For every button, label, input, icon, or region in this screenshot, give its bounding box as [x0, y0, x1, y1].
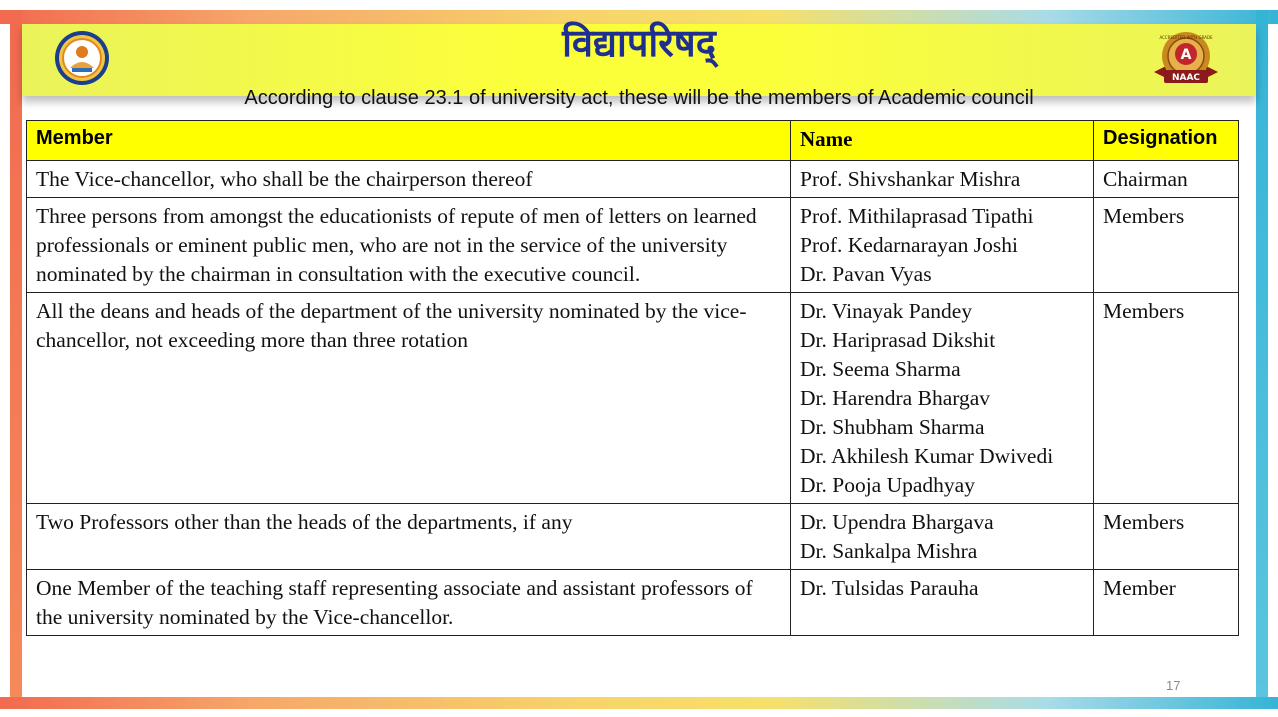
member-name: Dr. Pooja Upadhyay [800, 473, 975, 497]
table-row [27, 570, 1239, 636]
name-cell [791, 293, 1094, 504]
frame-bottom-border [0, 697, 1278, 709]
member-cell: Two Professors other than the heads of the departments, if any [27, 504, 791, 570]
table-row [27, 161, 1239, 198]
header-name: Name [791, 121, 1094, 161]
academic-council-table [26, 120, 1239, 636]
member-name: Dr. Upendra Bhargava [800, 510, 994, 534]
designation-cell: Members [1094, 504, 1239, 570]
frame-right-border [1256, 10, 1268, 709]
university-emblem-icon [54, 30, 110, 86]
page-number: 17 [1166, 678, 1181, 693]
slide-subtitle: According to clause 23.1 of university act, these will be the members of Academic council [244, 87, 1034, 109]
member-name: Dr. Sankalpa Mishra [800, 539, 978, 563]
table-row [27, 504, 1239, 570]
member-cell: All the deans and heads of the department of the university nominated by the vice-chancellor, not exceeding more than three rotation [27, 293, 791, 504]
name-cell [791, 198, 1094, 293]
member-name: Dr. Pavan Vyas [800, 262, 932, 286]
frame-left-border [10, 10, 22, 709]
table-row [27, 293, 1239, 504]
member-name: Prof. Kedarnarayan Joshi [800, 233, 1018, 257]
member-cell: Three persons from amongst the educationists of repute of men of letters on learned professionals or eminent public men, who are not in the service of the university nominated by the chairman in consultation with the executive council. [27, 198, 791, 293]
member-name: Prof. Mithilaprasad Tipathi [800, 204, 1034, 228]
member-cell: One Member of the teaching staff representing associate and assistant professors of the university nominated by the Vice-chancellor. [27, 570, 791, 636]
member-name: Dr. Vinayak Pandey [800, 299, 973, 323]
member-name: Dr. Harendra Bhargav [800, 386, 991, 410]
designation-cell: Member [1094, 570, 1239, 636]
header-member: Member [27, 121, 791, 161]
name-cell [791, 570, 1094, 636]
designation-cell: Chairman [1094, 161, 1239, 198]
designation-cell: Members [1094, 293, 1239, 504]
table-row [27, 198, 1239, 293]
header-designation: Designation [1094, 121, 1239, 161]
member-name: Dr. Tulsidas Parauha [800, 576, 979, 600]
name-cell [791, 504, 1094, 570]
table-header-row [27, 121, 1239, 161]
name-cell [791, 161, 1094, 198]
naac-grade-badge-icon [1150, 30, 1222, 90]
slide-title: विद्यापरिषद् [562, 21, 716, 65]
designation-cell: Members [1094, 198, 1239, 293]
member-name: Dr. Hariprasad Dikshit [800, 328, 996, 352]
member-name: Dr. Shubham Sharma [800, 415, 985, 439]
member-name: Prof. Shivshankar Mishra [800, 167, 1021, 191]
naac-badge-letter: A [1180, 47, 1192, 63]
naac-badge-ring-text: ACCREDITED WITH GRADE [1159, 35, 1213, 40]
naac-badge-label: NAAC [1171, 73, 1201, 83]
member-name: Dr. Seema Sharma [800, 357, 961, 381]
member-name: Dr. Akhilesh Kumar Dwivedi [800, 444, 1054, 468]
member-cell: The Vice-chancellor, who shall be the chairperson thereof [27, 161, 791, 198]
